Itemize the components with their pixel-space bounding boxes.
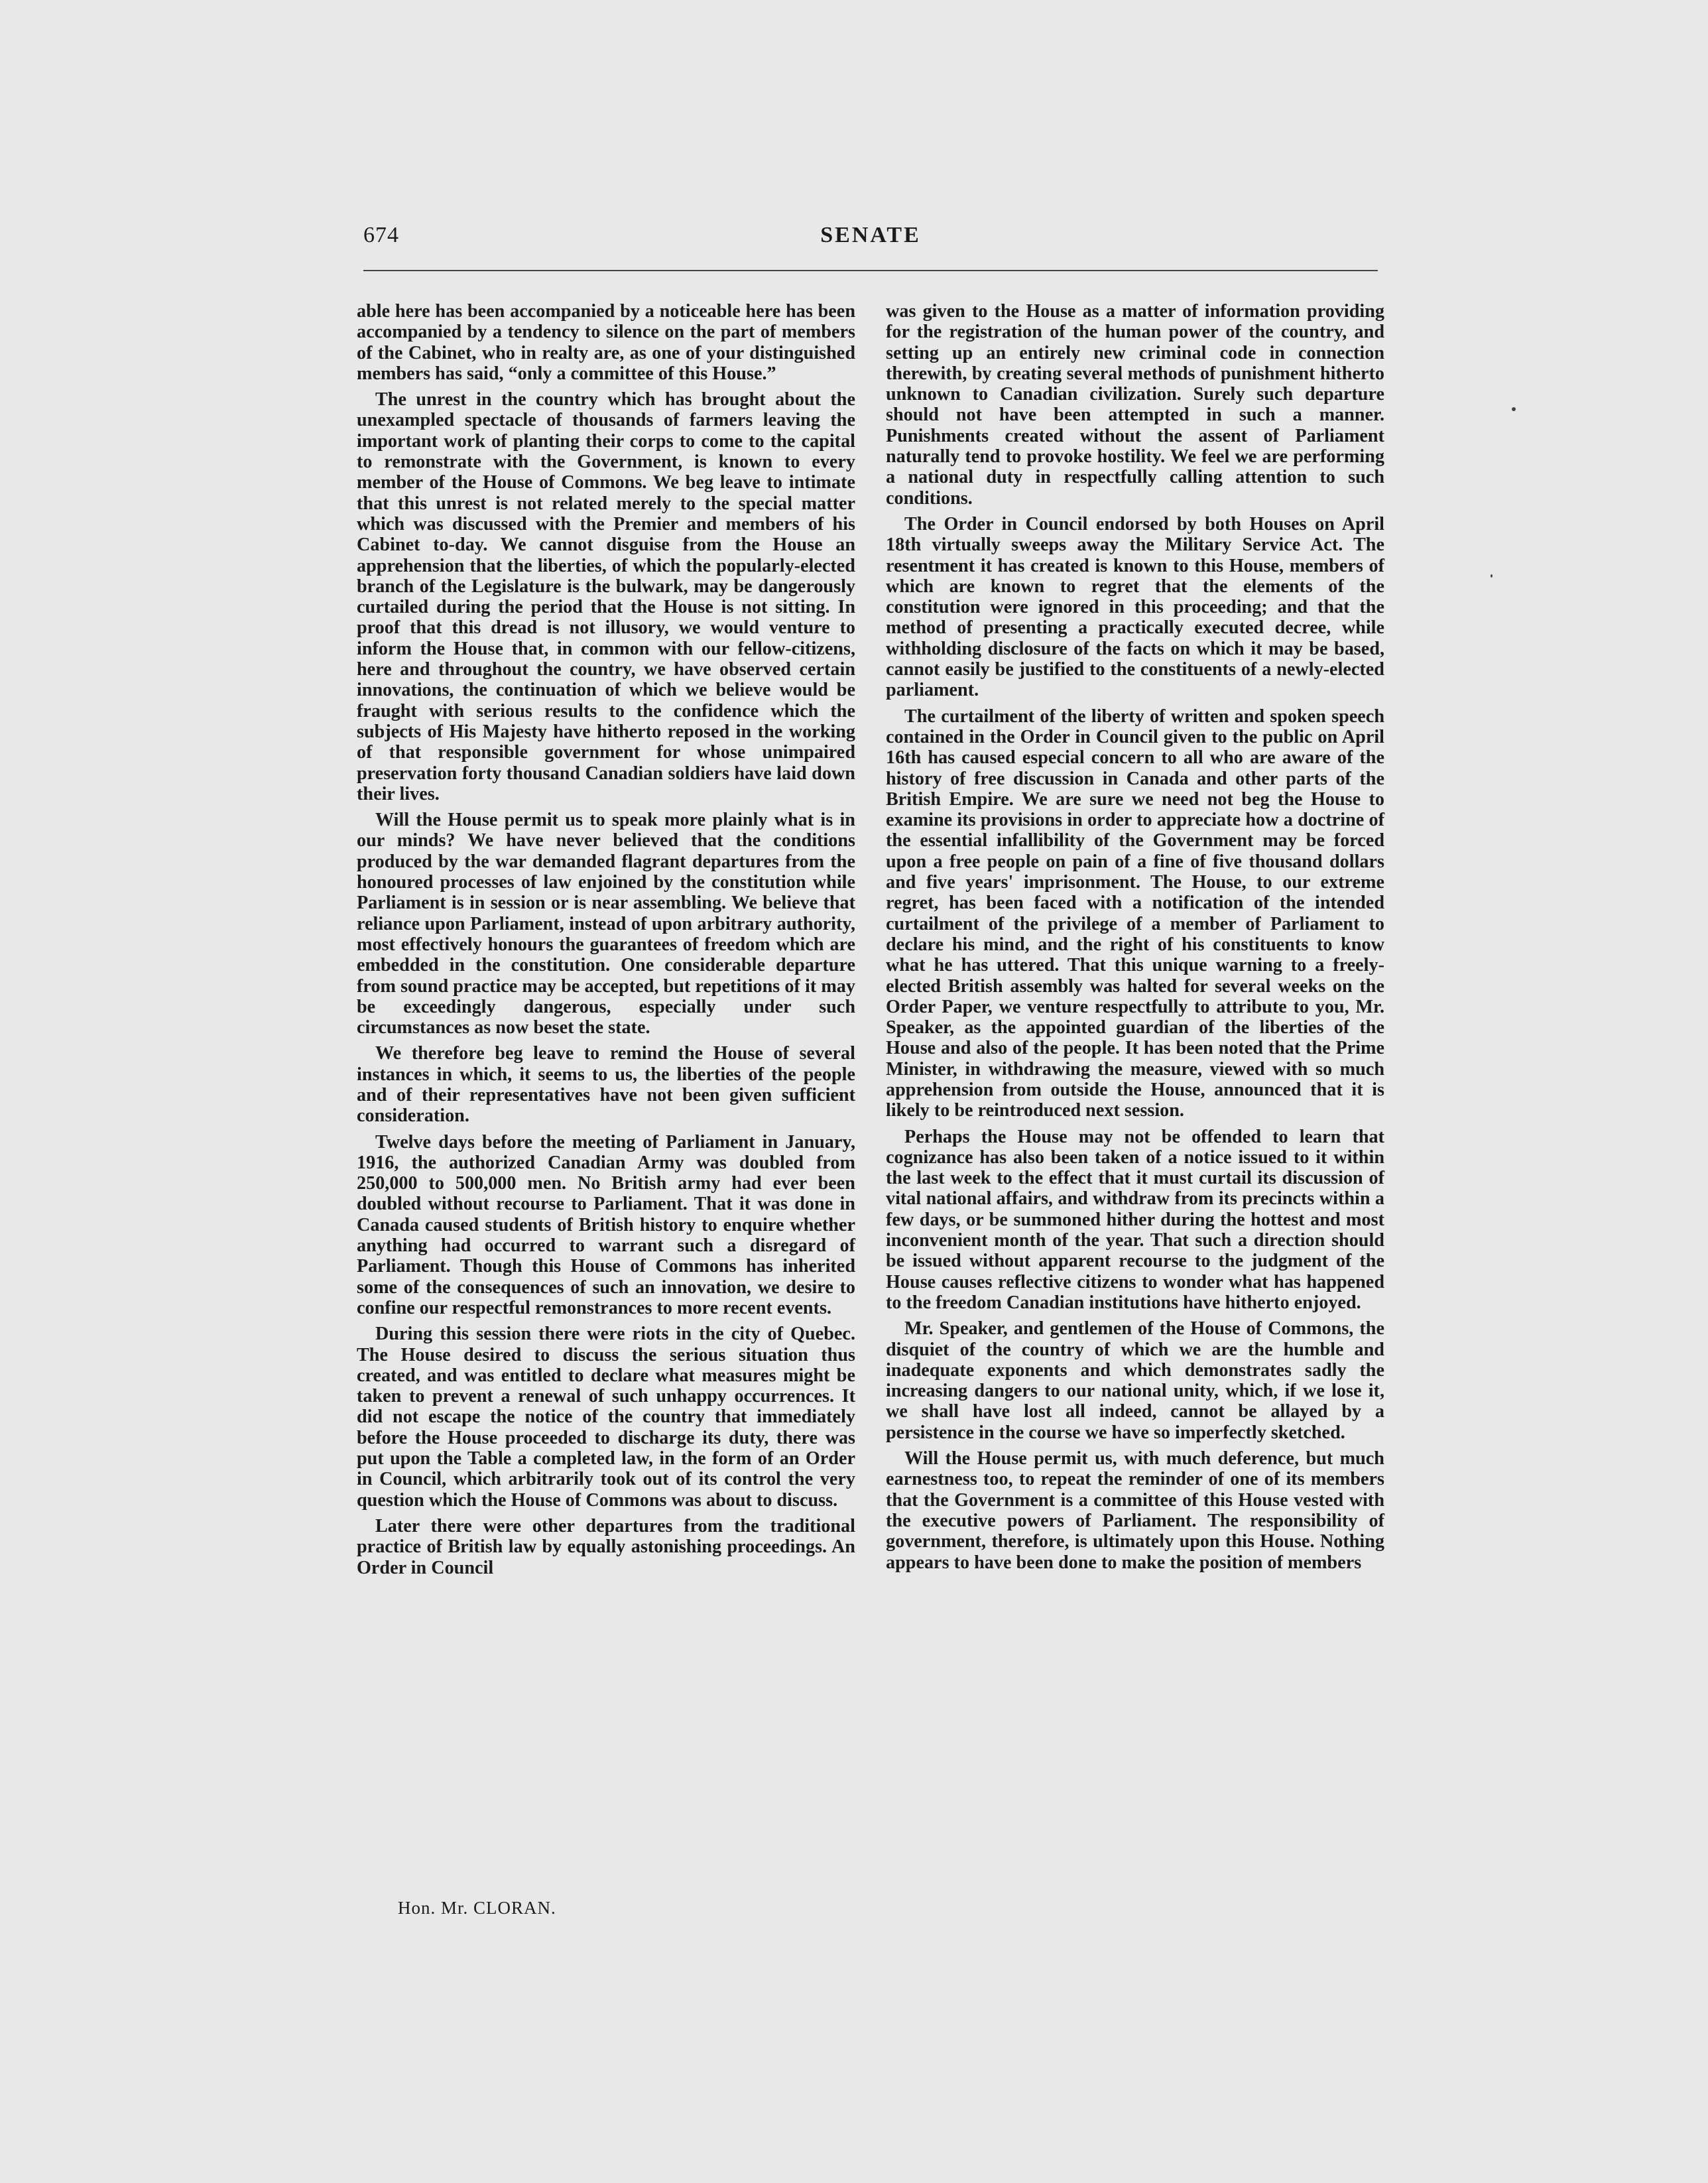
left-column — [357, 301, 855, 1584]
paragraph: The Order in Council endorsed by both Houses on April 18th virtually sweeps away the Military Service Act. The resentment it has created is known to this House, members of which are known to regret that the elements of the constitution were ignored in this proceeding; and that the method of presenting a practically executed decree, while withholding disclosure of the facts on which it may be based, cannot easily be justified to the constituents of a newly-elected parliament. — [886, 513, 1384, 701]
scan-speck — [1512, 407, 1516, 411]
right-column — [886, 301, 1384, 1578]
paragraph: Mr. Speaker, and gentlemen of the House of Commons, the disquiet of the country of which we are the humble and inadequate exponents and which demonstrates sadly the increasing dangers to our national unity, which, if we lose it, we shall have lost all indeed, cannot be allayed by a persistence in the course we have so imperfectly sketched. — [886, 1318, 1384, 1443]
footer-speaker: Hon. Mr. CLORAN. — [398, 1898, 556, 1918]
paragraph: was given to the House as a matter of information providing for the registration of the human power of the country, and setting up an entirely new criminal code in connection therewith, by creating several methods of punishment hitherto unknown to Canadian civilization. Surely such departure should not have been attempted in such a manner. Punishments created without the assent of Parliament naturally tend to provoke hostility. We feel we are performing a national duty in respectfully calling attention to such conditions. — [886, 301, 1384, 509]
paragraph: Later there were other departures from the traditional practice of British law by equally astonishing proceedings. An Order in Council — [357, 1515, 855, 1578]
scan-speck — [1491, 574, 1493, 578]
paragraph: We therefore beg leave to remind the House of several instances in which, it seems to us, the liberties of the people and of their representatives have not been given sufficient consideration. — [357, 1043, 855, 1127]
paragraph: During this session there were riots in the city of Quebec. The House desired to discuss the serious situation thus created, and was entitled to declare what measures might be taken to prevent a renewal of such unhappy occurrences. It did not escape the notice of the country that immediately before the House proceeded to discharge its duty, there was put upon the Table a completed law, in the form of an Order in Council, which arbitrarily took out of its control the very question which the House of Commons was about to discuss. — [357, 1324, 855, 1511]
header-rule — [363, 270, 1378, 271]
page-number: 674 — [363, 223, 399, 247]
page-header — [363, 223, 1378, 257]
paragraph: able here has been accompanied by a noticeable here has been accompanied by a tendency to silence on the part of members of the Cabinet, who in realty are, as one of your distinguished members has said, “only a committee of this House.” — [357, 301, 855, 384]
paragraph: Perhaps the House may not be offended to learn that cognizance has also been taken of a notice issued to it within the last week to the effect that it must curtail its discussion of vital national affairs, and withdraw from its precincts within a few days, or be summoned hither during the hottest and most inconvenient month of the year. That such a direction should be issued without apparent recourse to the judgment of the House causes reflective citizens to wonder what has happened to the freedom Canadian institutions have hitherto enjoyed. — [886, 1126, 1384, 1313]
paragraph: Twelve days before the meeting of Parliament in January, 1916, the authorized Canadian Army was doubled from 250,000 to 500,000 men. No British army had ever been doubled without recourse to Parliament. That it was done in Canada caused students of British history to enquire whether anything had occurred to warrant such a disregard of Parliament. Though this House of Commons has inherited some of the consequences of such an innovation, we desire to confine our respectful remonstrances to more recent events. — [357, 1131, 855, 1318]
running-head: SENATE — [820, 223, 921, 247]
paragraph: Will the House permit us to speak more plainly what is in our minds? We have never believed that the conditions produced by the war demanded flagrant departures from the honoured processes of law enjoined by the constitution while Parliament is in session or is near assembling. We believe that reliance upon Parliament, instead of upon arbitrary authority, most effectively honours the guarantees of freedom which are embedded in the constitution. One considerable departure from sound practice may be accepted, but repetitions of it may be exceedingly dangerous, especially under such circumstances as now beset the state. — [357, 810, 855, 1038]
paragraph: Will the House permit us, with much deference, but much earnestness too, to repeat the reminder of one of its members that the Government is a committee of this House vested with the executive powers of Parliament. The responsibility of government, therefore, is ultimately upon this House. Nothing appears to have been done to make the position of members — [886, 1448, 1384, 1573]
paragraph: The curtailment of the liberty of written and spoken speech contained in the Order in Council given to the public on April 16th has caused especial concern to all who are aware of the history of free discussion in Canada and other parts of the British Empire. We are sure we need not beg the House to examine its provisions in order to appreciate how a doctrine of the essential infallibility of the Government may be forced upon a free people on pain of a fine of five thousand dollars and five years' imprisonment. The House, to our extreme regret, has been faced with a notification of the intended curtailment of the privilege of a member of Parliament to declare his mind, and the right of his constituents to know what he has uttered. That this unique warning to a freely-elected British assembly was halted for several weeks on the Order Paper, we venture respectfully to attribute to you, Mr. Speaker, as the appointed guardian of the liberties of the House and also of the people. It has been noted that the Prime Minister, in withdrawing the measure, viewed with so much apprehension from outside the House, announced that it is likely to be reintroduced next session. — [886, 706, 1384, 1121]
paragraph: The unrest in the country which has brought about the unexampled spectacle of thousands of farmers leaving the important work of planting their corps to come to the capital to remonstrate with the Government, is known to every member of the House of Commons. We beg leave to intimate that this unrest is not related merely to the special matter which was discussed with the Premier and members of his Cabinet to-day. We cannot disguise from the House an apprehension that the liberties, of which the popularly-elected branch of the Legislature is the bulwark, may be dangerously curtailed during the period that the House is not sitting. In proof that this dread is not illusory, we would venture to inform the House that, in common with our fellow-citizens, here and throughout the country, we have observed certain innovations, the continuation of which we believe would be fraught with serious results to the confidence which the subjects of His Majesty have hitherto reposed in the working of that responsible government for whose unimpaired preservation forty thousand Canadian soldiers have laid down their lives. — [357, 389, 855, 804]
